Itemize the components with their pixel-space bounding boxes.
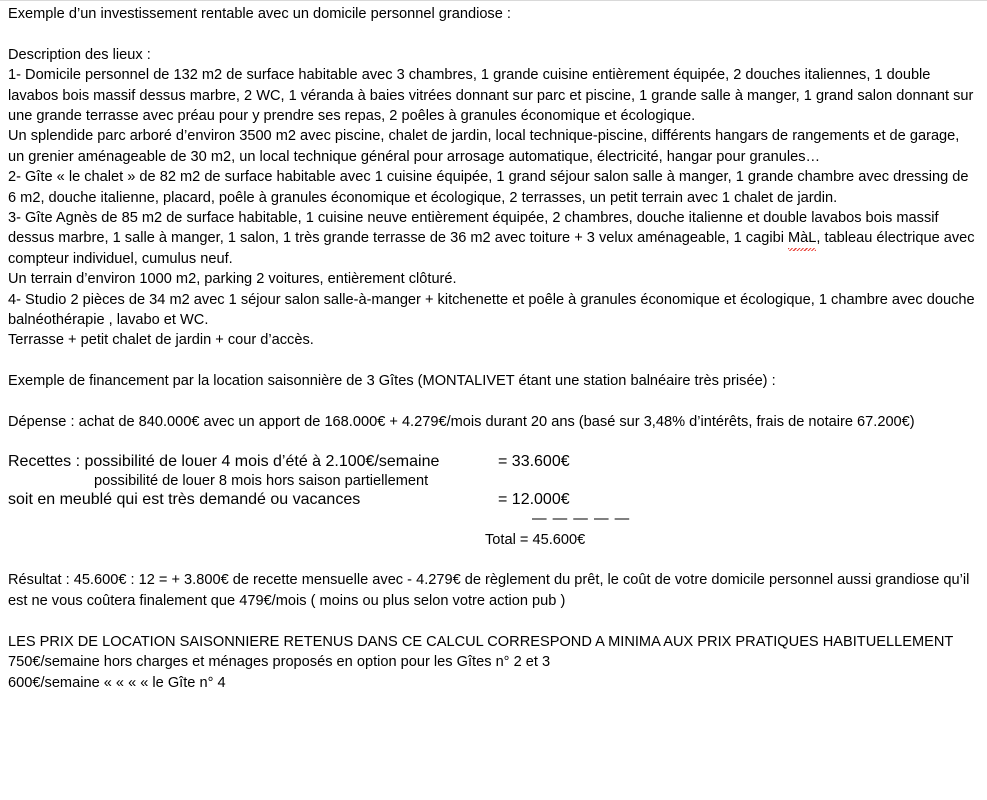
spacer — [8, 432, 975, 452]
recettes-label-1: Recettes : possibilité de louer 4 mois d’été à 2.100€/semaine — [8, 452, 440, 470]
recettes-amount-3: = 12.000€ — [498, 491, 570, 509]
spacer — [8, 550, 975, 570]
depense-paragraph: Dépense : achat de 840.000€ avec un apport de 168.000€ + 4.279€/mois durant 20 ans (basé sur 3,48% d’intérêts, frais de notaire 67.200€) — [8, 414, 915, 431]
item3-text-part2: , tableau électrique avec compteur individuel, cumulus neuf. — [8, 230, 975, 267]
description-heading: Description des lieux : — [8, 46, 151, 63]
recettes-row-3 — [8, 491, 975, 509]
recettes-separator: — — — — — — [532, 511, 631, 528]
spellcheck-misspelled-word: MàL — [788, 228, 816, 248]
recettes-label-2: possibilité de louer 8 mois hors saison partiellement — [94, 472, 429, 489]
notice-paragraph: LES PRIX DE LOCATION SAISONNIERE RETENUS DANS CE CALCUL CORRESPOND A MINIMA AUX PRIX PRATIQUES HABITUELLEMENT — [8, 633, 954, 650]
item3-paragraph-2: Un terrain d’environ 1000 m2, parking 2 voitures, entièrement clôturé. — [8, 271, 457, 288]
item1-paragraph-1: 1- Domicile personnel de 132 m2 de surface habitable avec 3 chambres, 1 grande cuisine entièrement équipée, 2 douches italiennes, 1 double lavabos bois massif dessus marbre, 2 WC, 1 véranda à baies vitrées donnant sur parc et piscine, 1 grande salle à manger, 1 grand salon donnant sur une grande terrasse avec préau pour y prendre ses repas, 2 poêles à granules économique et écologique. — [8, 67, 974, 125]
item4-paragraph-2: Terrasse + petit chalet de jardin + cour d’accès. — [8, 332, 314, 349]
spacer — [8, 392, 975, 412]
intro-paragraph: Exemple d’un investissement rentable avec un domicile personnel grandiose : — [8, 6, 511, 22]
resultat-paragraph: Résultat : 45.600€ : 12 = + 3.800€ de recette mensuelle avec - 4.279€ de règlement du prêt, le coût de votre domicile personnel aussi grandiose qu’il est ne vous coûtera finalement que 479€/mois ( moins ou plus selon votre action pub ) — [8, 572, 970, 609]
item3-paragraph-1 — [8, 208, 975, 269]
price-line-2: 600€/semaine « « « « le Gîte n° 4 — [8, 674, 226, 691]
spacer — [8, 351, 975, 371]
item4-paragraph-1: 4- Studio 2 pièces de 34 m2 avec 1 séjour salon salle-à-manger + kitchenette et poêle à granules économique et écologique, 1 chambre avec douche balnéothérapie , lavabo et WC. — [8, 291, 975, 329]
spacer — [8, 611, 975, 631]
financing-heading: Exemple de financement par la location saisonnière de 3 Gîtes (MONTALIVET étant une station balnéaire très prisée) : — [8, 373, 776, 390]
item1-paragraph-2: Un splendide parc arboré d’environ 3500 m2 avec piscine, chalet de jardin, local technique-piscine, différents hangars de rangements et de garage, un grenier aménageable de 30 m2, un local technique général pour arrosage automatique, électricité, hangar pour granules… — [8, 128, 960, 165]
item2-paragraph: 2- Gîte « le chalet » de 82 m2 de surface habitable avec 1 cuisine équipée, 1 grand séjour salon salle à manger, 1 grande chambre avec dressing de 6 m2, douche italienne, placard, poêle à granules économique et écologique, 2 terrasses, un petit terrain avec 1 chalet de jardin. — [8, 169, 969, 206]
price-line-1: 750€/semaine hors charges et ménages proposés en option pour les Gîtes n° 2 et 3 — [8, 654, 551, 671]
recettes-total: Total = 45.600€ — [485, 531, 586, 548]
recettes-row-1 — [8, 453, 975, 471]
recettes-label-3: soit en meublé qui est très demandé ou vacances — [8, 491, 361, 509]
page-top-divider — [0, 0, 987, 1]
spacer — [8, 24, 975, 44]
item3-text-part1: 3- Gîte Agnès de 85 m2 de surface habitable, 1 cuisine neuve entièrement équipée, 2 chambres, douche italienne et double lavabos bois massif dessus marbre, 1 salle à manger, 1 salon, 1 très grande terrasse de 36 m2 avec toiture + 3 velux aménageable, 1 cagibi — [8, 210, 939, 247]
recettes-amount-1: = 33.600€ — [498, 452, 570, 470]
